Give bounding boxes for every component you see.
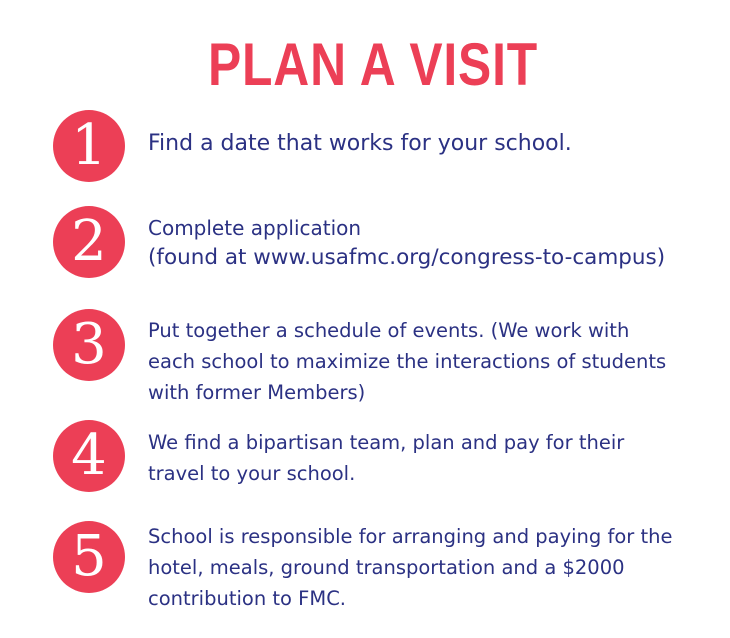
step-text bbox=[148, 214, 728, 274]
step-text bbox=[148, 521, 728, 614]
step-number-badge: 1 bbox=[53, 110, 125, 182]
step-text bbox=[148, 315, 728, 408]
step-text bbox=[148, 427, 728, 489]
step-text-line: We find a bipartisan team, plan and pay for their bbox=[148, 431, 625, 454]
step-text-line: contribution to FMC. bbox=[148, 587, 347, 610]
step-number-badge: 3 bbox=[53, 309, 125, 381]
step-text-line: Complete application bbox=[148, 216, 362, 240]
step-text-line: travel to your school. bbox=[148, 462, 356, 485]
step-text-line: Put together a schedule of events. (We work with bbox=[148, 319, 630, 342]
step-number-badge: 4 bbox=[53, 420, 125, 492]
step-text bbox=[148, 129, 728, 159]
step-text-line: hotel, meals, ground transportation and a $2000 bbox=[148, 556, 625, 579]
step-text-line: School is responsible for arranging and paying for the bbox=[148, 525, 673, 548]
page-title: PLAN A VISIT bbox=[207, 31, 538, 98]
step-text-line: Find a date that works for your school. bbox=[148, 131, 572, 156]
step-number-badge: 5 bbox=[53, 521, 125, 593]
step-number-badge: 2 bbox=[53, 206, 125, 278]
step-text-line: (found at www.usafmc.org/congress-to-campus) bbox=[148, 245, 666, 270]
step-text-line: with former Members) bbox=[148, 381, 366, 404]
step-text-line: each school to maximize the interactions of students bbox=[148, 350, 667, 373]
